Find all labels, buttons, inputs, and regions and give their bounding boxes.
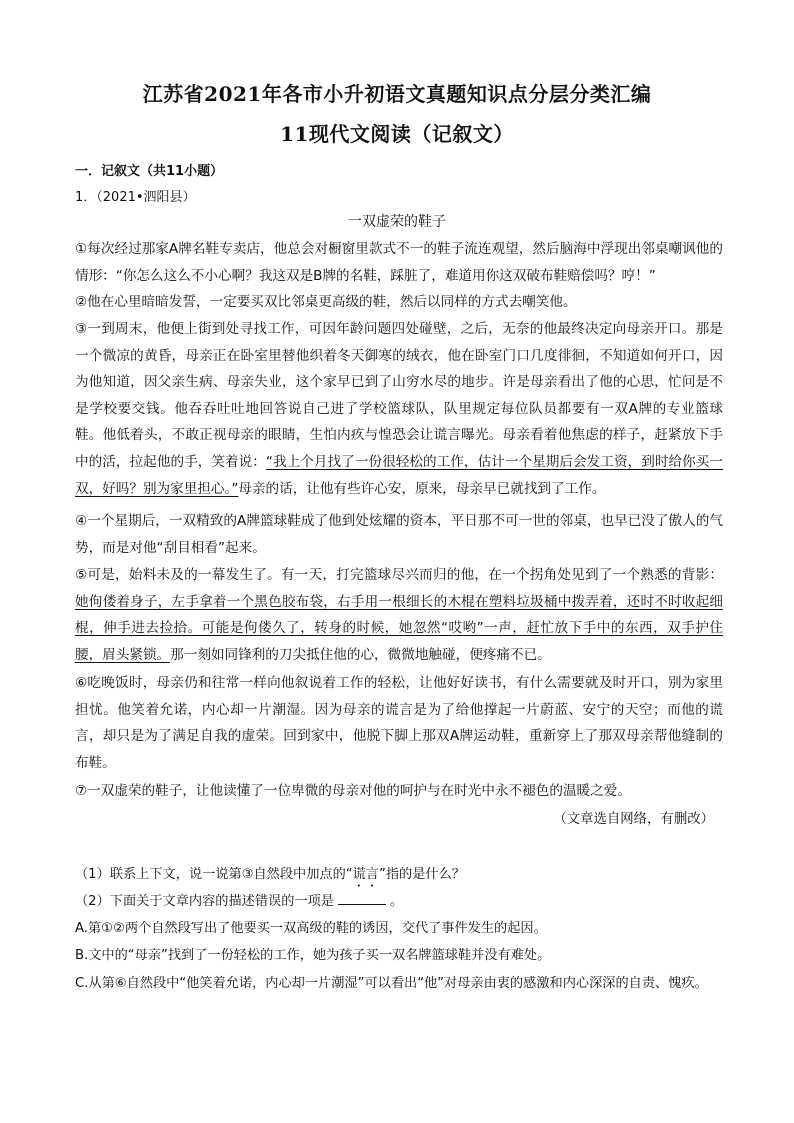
paragraph-3-text: ③一到周末，他便上街到处寻找工作，可因年龄问题四处碰壁，之后，无奈的他最终决定向母亲开口。那是一个微凉的黄昏，母亲正在卧室里替他织着冬天御寒的绒衣，他在卧室门口几度徘徊，不知道如何开口，因为他知道，因父亲生病、母亲失业，这个家早已到了山穷水尽的地步。许是母亲看出了他的心思，忙问是不是学校要交钱。他吞吞吐吐地回答说自己进了学校篮球队，队里规定每位队员都要有一双A牌的专业篮球鞋。他低着头，不敢正视母亲的眼睛，生怕内疚与惶恐会让谎言曝光。母亲看着他焦虑的样子，赶紧放下手中的活，拉起他的手，笑着说： [75, 321, 723, 470]
question-2 [75, 889, 725, 915]
paragraph-3 [75, 316, 723, 502]
paragraph-1: ①每次经过那家A牌名鞋专卖店，他总会对橱窗里款式不一的鞋子流连观望，然后脑海中浮现出邻桌嘲讽他的情形：“你怎么这么不小心啊？我这双是B牌的名鞋，踩脏了，难道用你这双破布鞋赔偿吗？哼！” [75, 241, 723, 284]
option-b: B.文中的“母亲”找到了一份轻松的工作，她为孩子买一双名牌篮球鞋并没有难处。 [75, 948, 551, 963]
paragraph-5 [75, 562, 723, 668]
paragraph-3-tail: 母亲的话，让他有些许心安，原来，母亲早已就找到了工作。 [238, 480, 606, 497]
question-1-end: ”指的是什么？ [378, 867, 465, 882]
question-2-end: 。 [389, 894, 404, 909]
question-1 [75, 862, 725, 890]
paragraph-2: ②他在心里暗暗发誓，一定要买双比邻桌更高级的鞋，然后以同样的方式去嘲笑他。 [75, 294, 577, 310]
paragraph-6: ⑥吃晚饭时，母亲仍和往常一样向他叙说着工作的轻松，让他好好读书，有什么需要就及时开口，别为家里担忧。他笑着允诺，内心却一片潮湿。因为母亲的谎言是为了给他撑起一片蔚蓝、安宁的天空；而他的谎言，却只是为了满足自我的虚荣。回到家中，他脱下脚上那双A牌运动鞋，重新穿上了那双母亲帮他缝制的布鞋。 [75, 675, 723, 771]
emphasized-word: 谎言 [352, 867, 379, 882]
section-heading: 一．记叙文（共11小题） [75, 164, 224, 179]
document-subtitle: 11现代文阅读（记叙文） [280, 122, 514, 146]
paragraph-4: ④一个星期后，一双精致的A牌篮球鞋成了他到处炫耀的资本，平日那不可一世的邻桌，也早已没了傲人的气势，而是对他“刮目相看”起来。 [75, 513, 723, 556]
paragraph-5-tail: 那一刻如同锋利的刀尖抵住他的心，微微地触碰，便疼痛不已。 [170, 646, 551, 663]
question-number: 1．（2021•泗阳县） [75, 190, 196, 205]
story-title: 一双虚荣的鞋子 [348, 214, 446, 230]
question-1-text: （1）联系上下文，说一说第③自然段中加点的“ [75, 867, 353, 882]
answer-blank[interactable] [338, 892, 386, 905]
mother-scene-underlined: 她佝偻着身子，左手拿着一个黑色胶布袋，右手用一根细长的木棍在塑料垃圾桶中拨弄着，还时不时收起细棍，伸手进去捡拾。可能是佝偻久了，转身的时候，她忽然“哎哟”一声，赶忙放下手中的东西，双手护住腰，眉头紧锁。 [75, 593, 723, 663]
question-2-text: （2）下面关于文章内容的描述错误的一项是 [75, 894, 334, 909]
option-a: A.第①②两个自然段写出了他要买一双高级的鞋的诱因，交代了事件发生的起因。 [75, 921, 547, 936]
option-c: C.从第⑥自然段中“他笑着允诺，内心却一片潮湿”可以看出“他”对母亲由衷的感激和内心深深的自责、愧疚。 [75, 976, 708, 991]
paragraph-7: ⑦一双虚荣的鞋子，让他读懂了一位卑微的母亲对他的呵护与在时光中永不褪色的温暖之爱。 [75, 783, 631, 799]
mother-quote-underlined: “我上个月找了一份很轻松的工作，估计一个星期后会发工资，到时给你买一双，好吗？别为家里担心。” [75, 453, 723, 497]
document-title: 江苏省2021年各市小升初语文真题知识点分层分类汇编 [142, 82, 652, 106]
paragraph-5-text: ⑤可是，始料未及的一幕发生了。有一天，打完篮球尽兴而归的他，在一个拐角处见到了一个熟悉的背影： [75, 567, 723, 583]
source-note: （文章选自网络，有删改） [553, 812, 714, 827]
